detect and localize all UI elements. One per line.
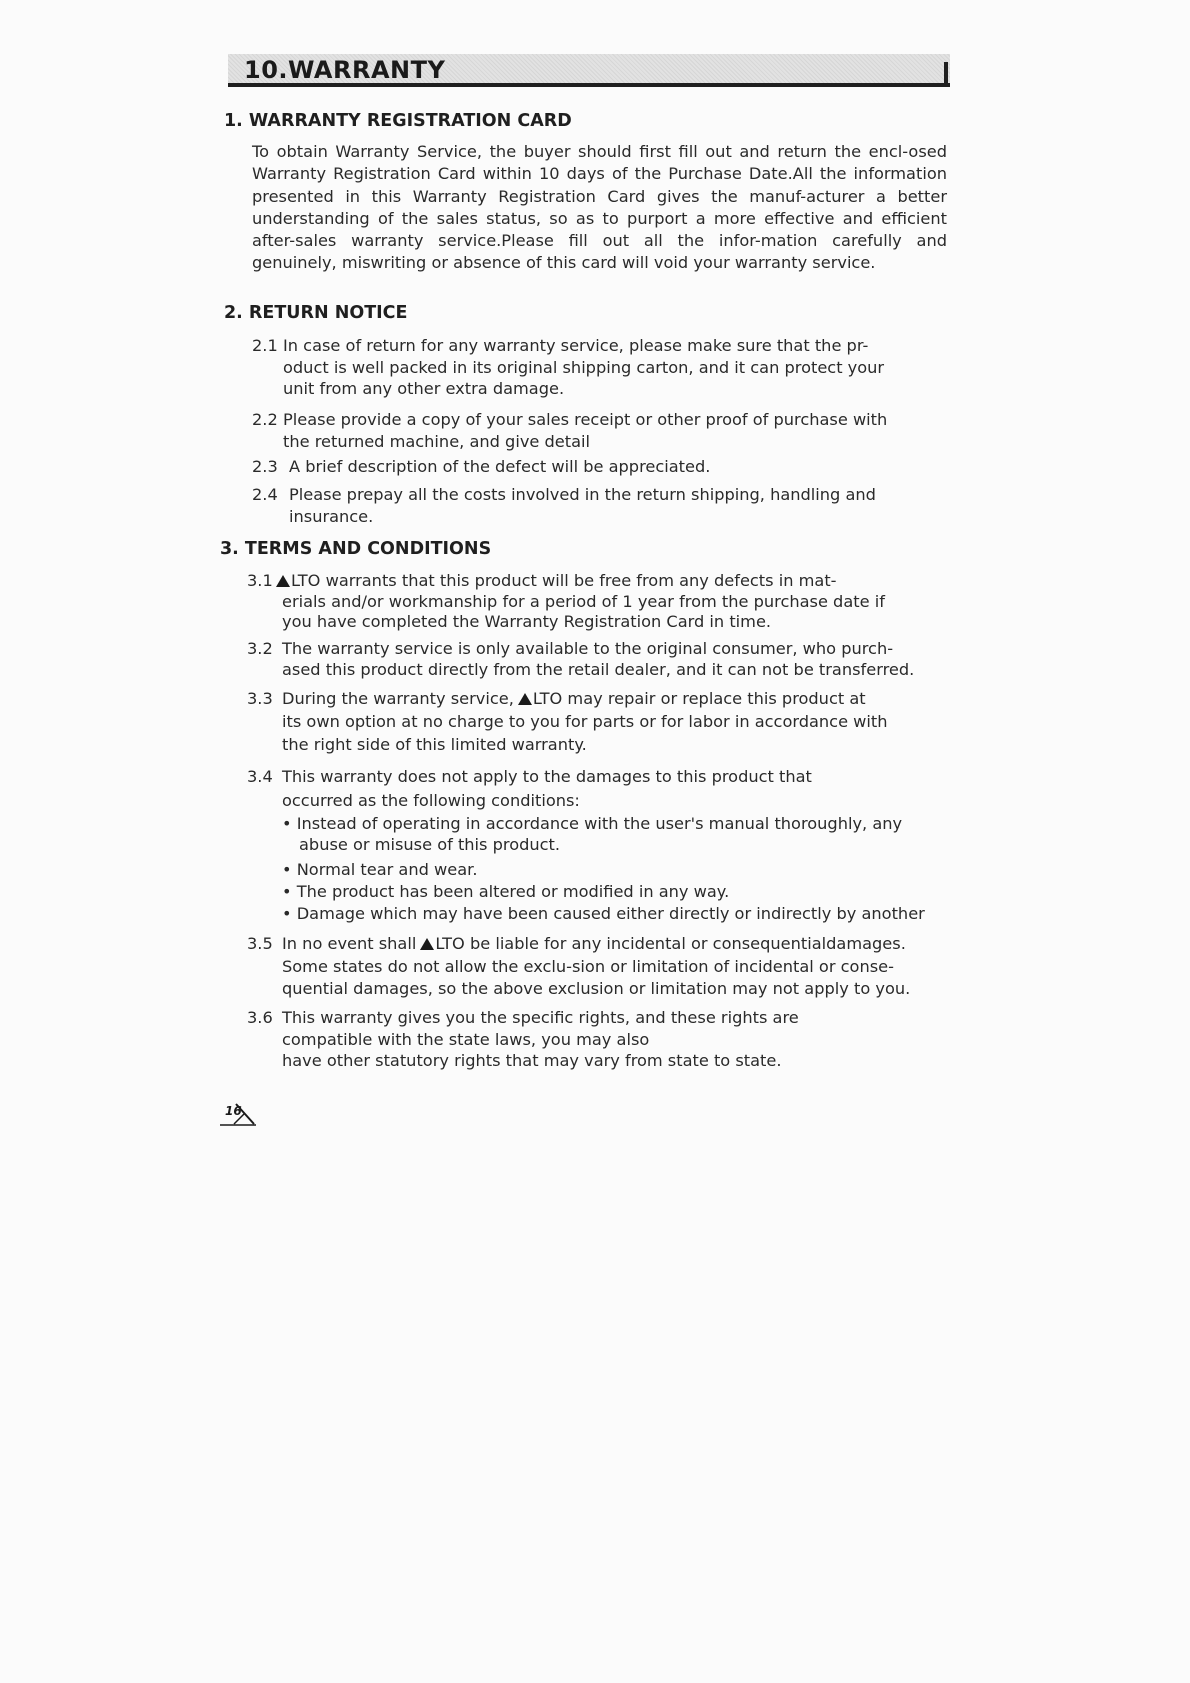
item-number: 3.4 <box>247 767 273 786</box>
item-text: Please provide a copy of your sales receipt or other proof of purchase with <box>283 410 888 429</box>
item-text: warrants that this product will be free from any defects in mat- <box>325 571 837 590</box>
item-text: In no event shall <box>282 934 417 953</box>
list-item-2-4 <box>252 484 952 527</box>
section-heading-return-notice: 2. RETURN NOTICE <box>224 303 408 323</box>
bullet-item <box>282 903 982 924</box>
item-text: have other statutory rights that may vary from state to state. <box>282 1051 782 1070</box>
item-text: The warranty service is only available to the original consumer, who purch- <box>282 639 894 658</box>
section-heading-terms-conditions: 3. TERMS AND CONDITIONS <box>220 539 492 559</box>
brand-name-suffix: LTO <box>291 571 321 590</box>
alto-logo-triangle-icon <box>518 693 532 705</box>
item-number: 2.2 <box>252 410 278 429</box>
bullet-item <box>282 859 962 880</box>
item-text: ased this product directly from the retail dealer, and it can not be transferred. <box>282 659 915 679</box>
item-number: 2.4 <box>252 485 278 504</box>
item-number: 3.3 <box>247 689 273 708</box>
list-item-2-3 <box>252 456 952 478</box>
item-number: 2.1 <box>252 336 278 355</box>
item-text: the right side of this limited warranty. <box>282 735 587 754</box>
bullet-text: abuse or misuse of this product. <box>299 835 561 854</box>
page-number: 16 <box>225 1104 242 1118</box>
bullet-text: • Normal tear and wear. <box>282 860 478 879</box>
bullet-text: • The product has been altered or modified in any way. <box>282 882 730 901</box>
list-item-2-2 <box>252 409 952 452</box>
item-text: Some states do not allow the exclu-sion or limitation of incidental or conse- <box>282 956 894 976</box>
item-text: be liable for any incidental or consequentialdamages. <box>469 934 906 953</box>
item-text: unit from any other extra damage. <box>283 379 565 398</box>
item-number: 3.1 <box>247 571 273 590</box>
item-text: In case of return for any warranty service, please make sure that the pr- <box>283 336 869 355</box>
item-number: 2.3 <box>252 457 278 476</box>
item-text: This warranty gives you the specific rights, and these rights are <box>282 1008 799 1027</box>
item-number: 3.5 <box>247 934 273 953</box>
chapter-title: 10.WARRANTY <box>244 56 446 84</box>
list-item-3-4 <box>247 765 957 812</box>
item-text: oduct is well packed in its original shipping carton, and it can protect your <box>283 357 885 377</box>
list-item-3-3 <box>247 687 957 756</box>
list-item-3-6 <box>247 1007 957 1072</box>
item-text: During the warranty service, <box>282 689 514 708</box>
item-text: This warranty does not apply to the damages to this product that <box>282 767 812 786</box>
brand-name-suffix: LTO <box>532 689 563 708</box>
item-text: quential damages, so the above exclusion or limitation may not apply to you. <box>282 979 911 998</box>
item-text: erials and/or workmanship for a period of 1 year from the purchase date if <box>282 591 885 611</box>
bullet-item <box>282 813 962 855</box>
list-item-2-1 <box>252 335 952 400</box>
list-item-3-1 <box>247 571 957 633</box>
item-text: Please prepay all the costs involved in the return shipping, handling and <box>289 485 876 504</box>
item-text: may repair or replace this product at <box>567 689 866 708</box>
item-text: you have completed the Warranty Registration Card in time. <box>282 612 772 631</box>
item-number: 3.6 <box>247 1008 273 1027</box>
section-heading-warranty-registration: 1. WARRANTY REGISTRATION CARD <box>224 111 572 131</box>
item-text: its own option at no charge to you for parts or for labor in accordance with <box>282 712 888 731</box>
alto-logo-triangle-icon <box>276 575 290 587</box>
bullet-text: • Instead of operating in accordance with the user's manual thoroughly, any <box>282 814 903 833</box>
item-text: the returned machine, and give detail <box>283 431 590 451</box>
item-text: occurred as the following conditions: <box>282 790 580 810</box>
list-item-3-2 <box>247 639 957 680</box>
chapter-header-end-mark <box>944 62 948 86</box>
item-number: 3.2 <box>247 639 273 658</box>
alto-logo-triangle-icon <box>420 938 434 950</box>
item-text: insurance. <box>289 506 374 526</box>
brand-name-suffix: LTO <box>435 934 465 953</box>
bullet-item <box>282 881 962 902</box>
warranty-registration-paragraph: To obtain Warranty Service, the buyer should first fill out and return the encl-osed Warranty Registration Card within 10 days of the Purchase Date.All the information presented in this Warranty Registration Card gives the manuf-acturer a better understanding of the sales status, so as to purport a more effective and efficient after-sales warranty service.Please fill out all the infor-mation carefully and genuinely, miswriting or absence of this card will void your warranty service. <box>252 142 947 273</box>
list-item-3-5 <box>247 933 957 1001</box>
bullet-text: • Damage which may have been caused either directly or indirectly by another <box>282 904 925 923</box>
item-text: A brief description of the defect will be appreciated. <box>289 457 711 476</box>
item-text: compatible with the state laws, you may also <box>282 1029 650 1049</box>
